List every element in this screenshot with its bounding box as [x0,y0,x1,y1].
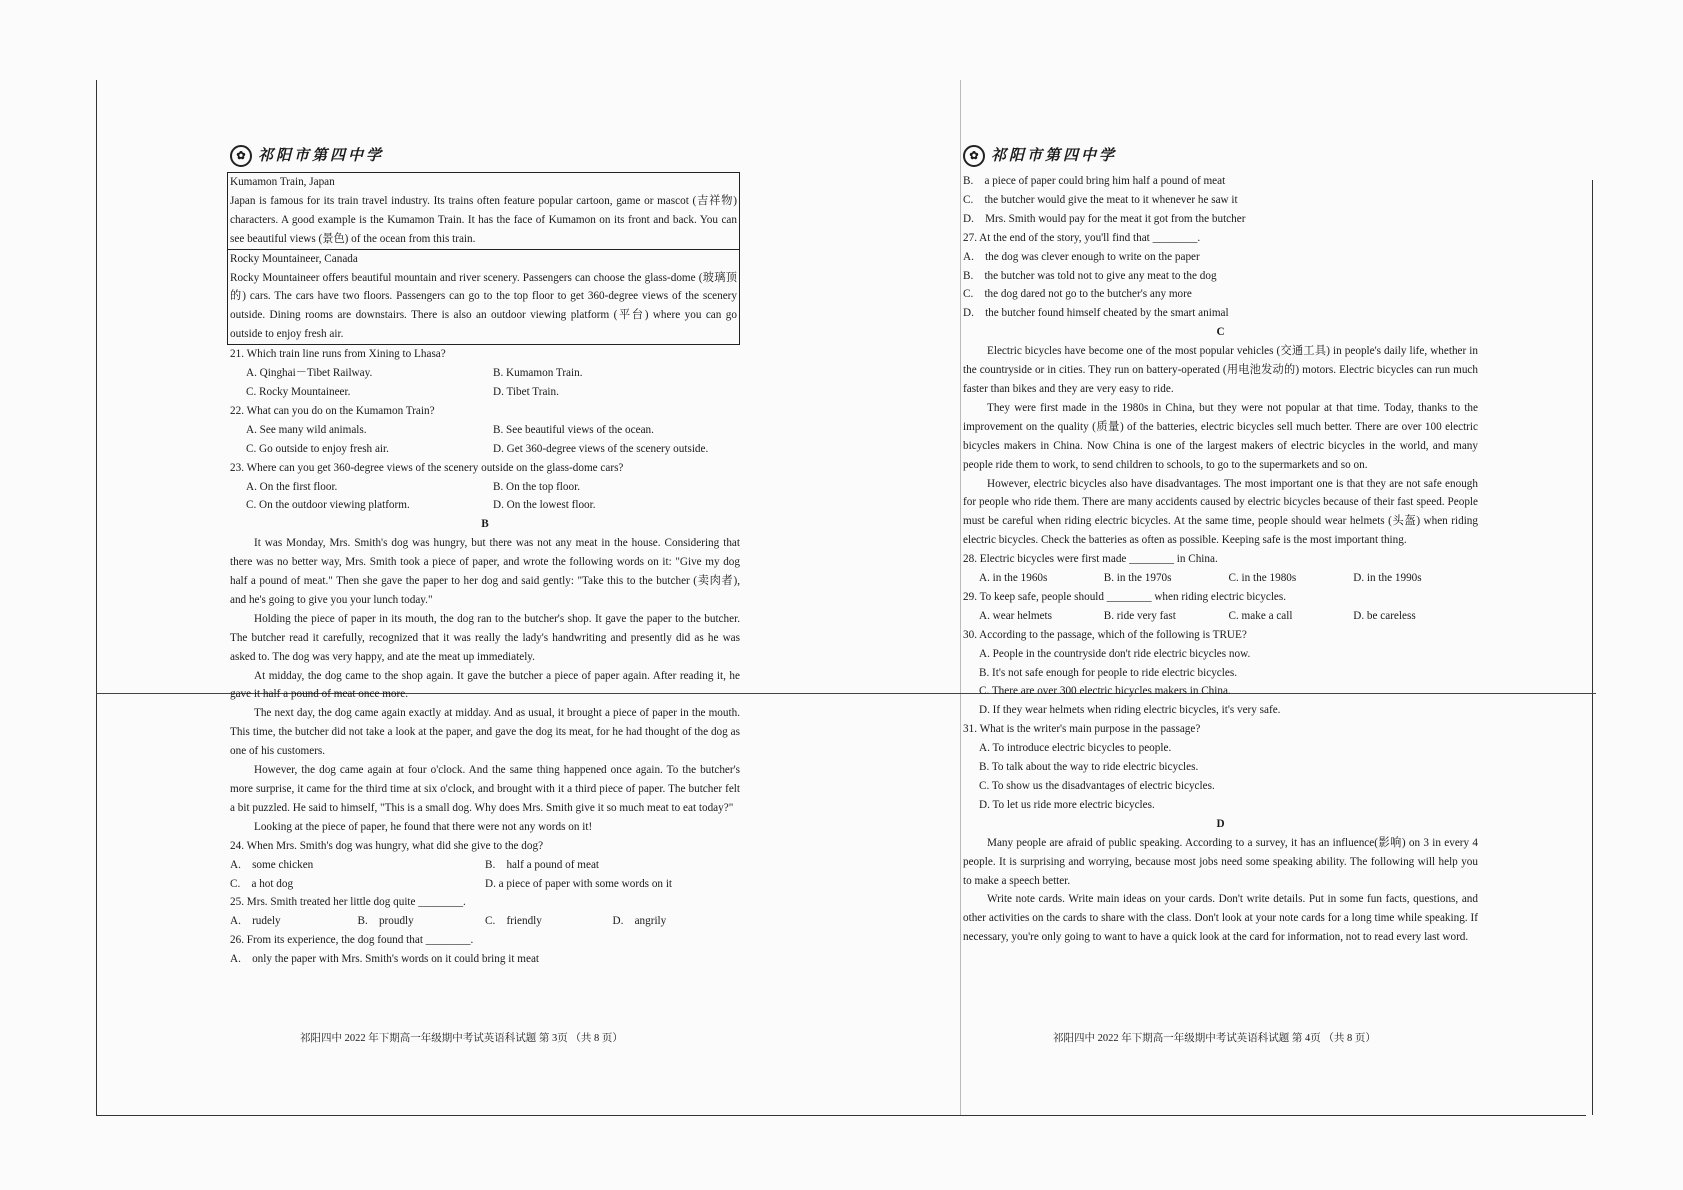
left-page [230,142,740,969]
option: D. the butcher found himself cheated by the smart animal [963,307,1229,320]
question-24: 24. When Mrs. Smith's dog was hungry, what did she give to the dog? [230,839,544,852]
question-23-options-row1 [230,478,740,497]
train-info-table [227,172,740,345]
scan-border-right [1592,180,1593,1115]
option: A. To introduce electric bicycles to people. [979,742,1172,755]
option: D. a piece of paper with some words on it [485,877,673,890]
scan-border-bottom [96,1115,1586,1116]
option: D. angrily [612,915,667,928]
option: B. It's not safe enough for people to ride electric bicycles. [979,666,1237,679]
school-logo-icon: ✿ [963,145,985,167]
scan-border-left [96,80,97,1115]
option: C. On the outdoor viewing platform. [246,499,410,512]
option: D. If they wear helmets when riding electric bicycles, it's very safe. [979,704,1281,717]
option: A. in the 1960s [979,572,1048,585]
option: B. Kumamon Train. [493,367,583,380]
passage-c-paragraph: Electric bicycles have become one of the most popular vehicles (交通工具) in people's daily life, whether in the countryside or in cities. They run on battery-operated (用电池发动的) motors. Electric bicycles can run much faster than bikes and they are very easy to ride. [963,345,1478,395]
right-page-header [963,142,1478,170]
question-22: 22. What can you do on the Kumamon Train? [230,404,435,417]
option: D. Tibet Train. [493,385,559,398]
option: D. in the 1990s [1353,572,1422,585]
option: D. Mrs. Smith would pay for the meat it got from the butcher [963,212,1246,225]
option: B. ride very fast [1103,609,1176,622]
right-page [963,142,1478,947]
option: B. On the top floor. [493,480,581,493]
option: D. To let us ride more electric bicycles. [979,798,1155,811]
question-29-options [963,607,1478,626]
section-heading-d: D [1216,817,1225,830]
school-name: 祁阳市第四中学 [258,147,385,164]
option: D. be careless [1353,609,1416,622]
question-28-options [963,569,1478,588]
question-21: 21. Which train line runs from Xining to Lhasa? [230,348,446,361]
rocky-title: Rocky Mountaineer, Canada [230,252,358,265]
question-22-options-row2 [230,440,740,459]
option: C. the dog dared not go to the butcher's any more [963,288,1192,301]
option: B. To talk about the way to ride electric bicycles. [979,761,1199,774]
passage-d-paragraph: Many people are afraid of public speaking. According to a survey, it has an influence(影响) on 3 in every 4 people. It is surprising and worrying, because most jobs need some speaking ability. The following will help you to make a speech better. [963,836,1478,887]
school-logo-icon: ✿ [230,145,252,167]
passage-d-paragraph: Write note cards. Write main ideas on your cards. Don't write details. Put in some fun facts, questions, and other activities on the cards to share with the class. Don't look at your note cards for a long time while speaking. If necessary, you're only going to want to have a quick look at the card for information, not to read every last word. [963,893,1478,944]
option: C. a hot dog [230,877,294,890]
section-heading-b: B [481,518,489,531]
option: C. Go outside to enjoy fresh air. [246,442,389,455]
question-25: 25. Mrs. Smith treated her little dog quite ________. [230,896,466,909]
option: C. Rocky Mountaineer. [246,385,351,398]
option: B. half a pound of meat [485,858,600,871]
rocky-cell [228,249,739,345]
question-27: 27. At the end of the story, you'll find that ________. [963,231,1201,244]
option: A. See many wild animals. [246,423,367,436]
option: B. proudly [357,915,414,928]
scan-center-fold [960,80,961,1115]
option: C. friendly [485,915,542,928]
left-page-header [230,142,740,170]
option: B. the butcher was told not to give any meat to the dog [963,269,1217,282]
question-25-options [230,912,740,931]
option: C. To show us the disadvantages of electric bicycles. [979,780,1215,792]
question-29: 29. To keep safe, people should ________ when riding electric bicycles. [963,590,1287,603]
option: B. See beautiful views of the ocean. [493,423,654,436]
option: D. Get 360-degree views of the scenery outside. [493,442,709,455]
passage-c-paragraph: They were first made in the 1980s in China, but they were not popular at that time. Today, thanks to the improvement on the quality (质量) of the batteries, electric bicycles sell much better. There are over 100 electric bicycles makers in China. Now China is one of the largest makers of electric bicycles in the world, and many people ride them to work, to send children to schools, to go to the supermarkets and so on. [963,401,1478,471]
school-name: 祁阳市第四中学 [991,147,1118,164]
passage-b-paragraph: Looking at the piece of paper, he found that there were not any words on it! [254,820,593,833]
option: A. some chicken [230,858,314,871]
right-page-footer: 祁阳四中 2022 年下期高一年级期中考试英语科试题 第 4页 （共 8 页） [1053,1033,1376,1044]
kumamon-text: Japan is famous for its train travel industry. Its trains often feature popular cartoon, game or mascot (吉祥物) characters. A good example is the Kumamon Train. It has the face of Kumamon on its front and back. You can see beautiful views (景色) of the ocean from this train. [230,194,737,245]
option: C. in the 1980s [1228,572,1297,585]
option: D. On the lowest floor. [493,499,596,512]
passage-b-paragraph: Holding the piece of paper in its mouth, the dog ran to the butcher's shop. It gave the paper to the butcher. The butcher read it carefully, recognized that it was really the lady's handwriting and presently did as he was asked to. The dog was very happy, and ate the meat up immediately. [230,612,740,663]
option: A. wear helmets [979,609,1053,622]
passage-b-paragraph: At midday, the dog came to the shop again. It gave the butcher a piece of paper again. After reading it, he gave it half a pound of meat once more. [230,669,740,701]
left-page-footer: 祁阳四中 2022 年下期高一年级期中考试英语科试题 第 3页 （共 8 页） [300,1033,623,1044]
question-30: 30. According to the passage, which of the following is TRUE? [963,628,1247,641]
option: C. There are over 300 electric bicycles makers in China. [979,685,1231,698]
option: C. make a call [1228,609,1293,622]
question-24-options-row2 [230,875,740,894]
option: A. On the first floor. [246,480,338,493]
question-28: 28. Electric bicycles were first made ________ in China. [963,553,1218,566]
question-23: 23. Where can you get 360-degree views of the scenery outside on the glass-dome cars? [230,461,624,474]
kumamon-cell [228,173,739,249]
rocky-text: Rocky Mountaineer offers beautiful mountain and river scenery. Passengers can choose the glass-dome (玻璃顶的) cars. The cars have two floors. Passengers can go to the top floor to get 360-degree views of the scenery outside. Dining rooms are downstairs. There is also an outdoor viewing platform (平台) where you can go outside to enjoy fresh air. [230,271,737,341]
option: B. in the 1970s [1103,572,1172,585]
question-21-options-row2 [230,383,740,402]
option: A. only the paper with Mrs. Smith's words on it could bring it meat [230,953,540,966]
passage-b-paragraph: The next day, the dog came again exactly at midday. And as usual, it brought a piece of paper in the mouth. This time, the butcher did not take a look at the paper, and gave the dog its meat, for he had thought of the dog as one of his customers. [230,707,740,758]
passage-b-paragraph: It was Monday, Mrs. Smith's dog was hungry, but there was not any meat in the house. Considering that there was no better way, Mrs. Smith took a piece of paper, and wrote the following words on it: "Give my dog half a pound of meat." Then she gave the paper to her dog and said gently: "Take this to the butcher (卖肉者), and he's going to give you your lunch today." [230,537,740,606]
question-26: 26. From its experience, the dog found that ________. [230,934,474,947]
question-21-options-row1 [230,364,740,383]
passage-c-paragraph: However, electric bicycles also have disadvantages. The most important one is that they are not safe enough for people who ride them. There are many accidents caused by electric bicycles because of their fast speed. People must be careful when riding electric bicycles. At the same time, people should wear helmets (头盔) when riding electric bicycles. Check the batteries as often as possible. Keeping safe is the most important thing. [963,477,1478,547]
passage-b-paragraph: However, the dog came again at four o'clock. And the same thing happened once again. To the butcher's more surprise, it came for the third time at six o'clock, and brought with it a third piece of paper. The butcher felt a bit puzzled. He said to himself, "This is a small dog. Why does Mrs. Smith give it so much meat to eat today?" [230,764,740,814]
option: B. a piece of paper could bring him half a pound of meat [963,175,1226,187]
option: A. the dog was clever enough to write on the paper [963,250,1200,263]
question-23-options-row2 [230,496,740,515]
kumamon-title: Kumamon Train, Japan [230,176,335,188]
option: A. People in the countryside don't ride electric bicycles now. [979,647,1251,660]
question-22-options-row1 [230,421,740,440]
question-31: 31. What is the writer's main purpose in the passage? [963,723,1201,736]
section-heading-c: C [1216,326,1225,339]
question-24-options-row1 [230,856,740,875]
option: A. rudely [230,915,281,928]
option: C. the butcher would give the meat to it whenever he saw it [963,193,1238,206]
option: A. Qinghai－Tibet Railway. [246,367,373,380]
